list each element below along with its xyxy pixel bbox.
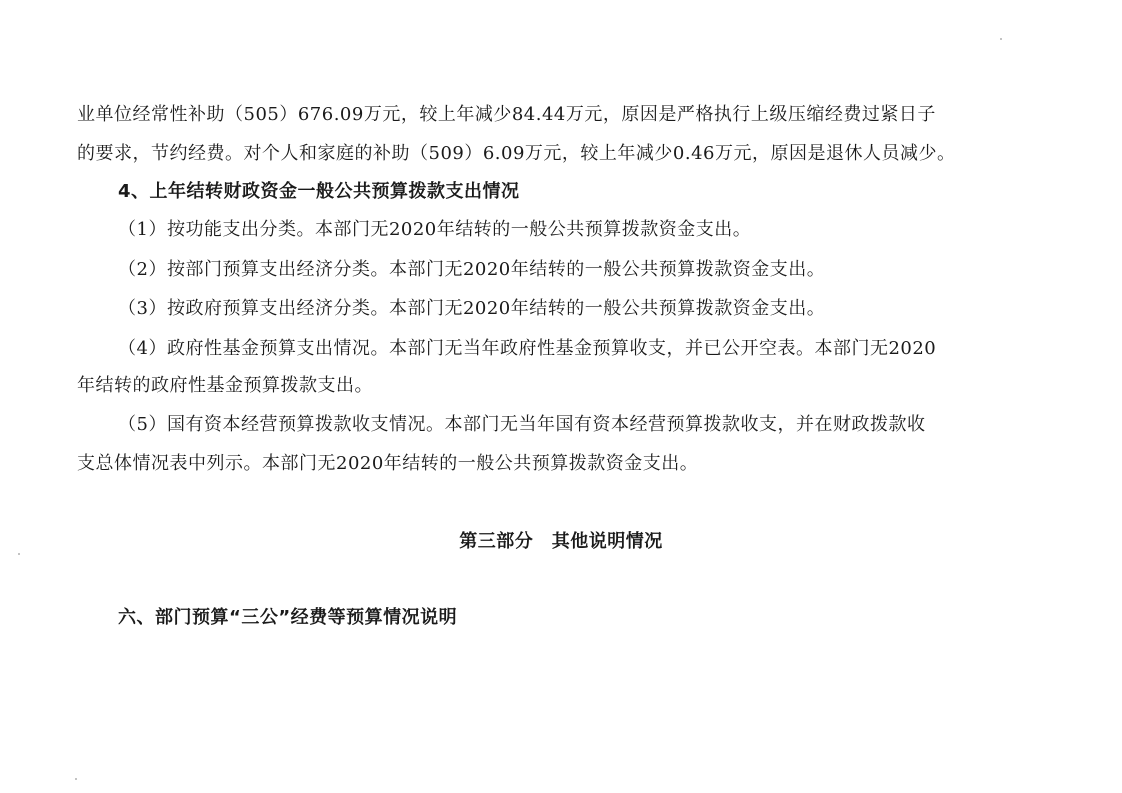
list-item: （4）政府性基金预算支出情况。本部门无当年政府性基金预算收支，并已公开空表。本部门无2020 [118, 338, 937, 359]
list-item-continuation: 支总体情况表中列示。本部门无2020年结转的一般公共预算拨款资金支出。 [77, 453, 699, 474]
list-item: （3）按政府预算支出经济分类。本部门无2020年结转的一般公共预算拨款资金支出。 [118, 298, 826, 319]
list-item-continuation: 年结转的政府性基金预算拨款支出。 [77, 375, 373, 396]
list-item: （2）按部门预算支出经济分类。本部门无2020年结转的一般公共预算拨款资金支出。 [118, 259, 826, 280]
scan-speck [1000, 38, 1002, 40]
paragraph-line: 的要求，节约经费。对个人和家庭的补助（509）6.09万元，较上年减少0.46万元，原因是退休人员减少。 [77, 143, 956, 164]
scan-speck [18, 553, 20, 555]
scan-speck [75, 778, 77, 780]
part-title: 第三部分 其他说明情况 [459, 531, 663, 552]
section-heading: 六、部门预算“三公”经费等预算情况说明 [118, 607, 458, 628]
list-item: （1）按功能支出分类。本部门无2020年结转的一般公共预算拨款资金支出。 [118, 219, 752, 240]
list-item: （5）国有资本经营预算拨款收支情况。本部门无当年国有资本经营预算拨款收支，并在财政拨款收 [118, 414, 926, 435]
paragraph-line: 业单位经常性补助（505）676.09万元，较上年减少84.44万元，原因是严格执行上级压缩经费过紧日子 [77, 104, 936, 125]
subsection-heading: 4、上年结转财政资金一般公共预算拨款支出情况 [118, 181, 520, 202]
